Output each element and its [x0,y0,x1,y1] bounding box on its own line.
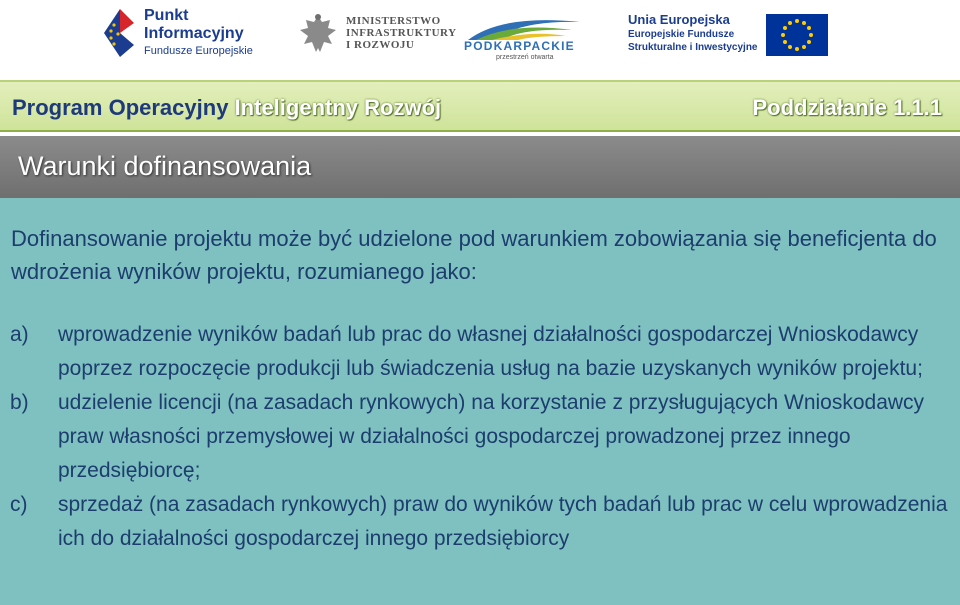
ue-line3: Strukturalne i Inwestycyjne [628,42,758,53]
ministerstwo-logo [298,12,457,62]
unia-europejska-logo [628,12,838,62]
program-title-part1: Program Operacyjny [12,95,229,120]
program-header-band [0,80,960,132]
content-area [0,198,960,605]
eagle-emblem-icon [298,12,338,56]
punkt-logo-line1: Punkt [144,7,189,24]
fundusze-europejskie-emblem-icon [100,5,136,61]
ministerstwo-line1: MINISTERSTWO [346,15,441,27]
conditions-list [0,318,960,556]
ue-line1: Unia Europejska [628,12,730,27]
program-title-part2: Inteligentny Rozwój [234,95,442,120]
podkarpackie-tagline: przestrzeń otwarta [496,54,554,61]
list-item [0,488,960,556]
subaction-label: Poddziałanie 1.1.1 [752,95,942,120]
list-item-marker: b) [10,391,29,414]
section-title: Warunki dofinansowania [18,151,312,181]
list-item-marker: a) [10,323,29,346]
intro-paragraph: Dofinansowanie projektu może być udzielone pod warunkiem zobowiązania się beneficjenta do wdrożenia wyników projektu, rozumianego jako: [11,226,937,284]
punkt-logo-line2: Informacyjny [144,25,244,42]
section-header-band [0,136,960,198]
ministerstwo-line3: I ROZWOJU [346,39,415,51]
program-title [12,95,441,121]
eu-flag-icon [766,14,828,56]
podkarpackie-name: PODKARPACKIE [464,39,575,53]
logo-bar [0,0,960,80]
punkt-informacyjny-logo [100,5,260,65]
list-item-text: sprzedaż (na zasadach rynkowych) praw do wyników tych badań lub prac w celu wprowadzenia ich do działalności gospodarczej innego przedsiębiorcy [58,493,948,550]
ue-line2: Europejskie Fundusze [628,29,735,40]
list-item [0,318,960,386]
list-item-text: udzielenie licencji (na zasadach rynkowych) na korzystanie z przysługujących Wnioskodawcy praw własności przemysłowej w działalności gospodarczej prowadzonej przez innego przedsiębiorcę; [58,391,925,482]
list-item [0,386,960,488]
ministerstwo-line2: INFRASTRUKTURY [346,27,457,39]
list-item-text: wprowadzenie wyników badań lub prac do własnej działalności gospodarczej Wnioskodawcy poprzez rozpoczęcie produkcji lub świadczenia usług na bazie uzyskanych wyników projektu; [58,323,923,380]
punkt-logo-line3: Fundusze Europejskie [144,45,253,57]
podkarpackie-mountains-icon [462,12,587,42]
list-item-marker: c) [10,493,28,516]
podkarpackie-logo [462,12,587,64]
